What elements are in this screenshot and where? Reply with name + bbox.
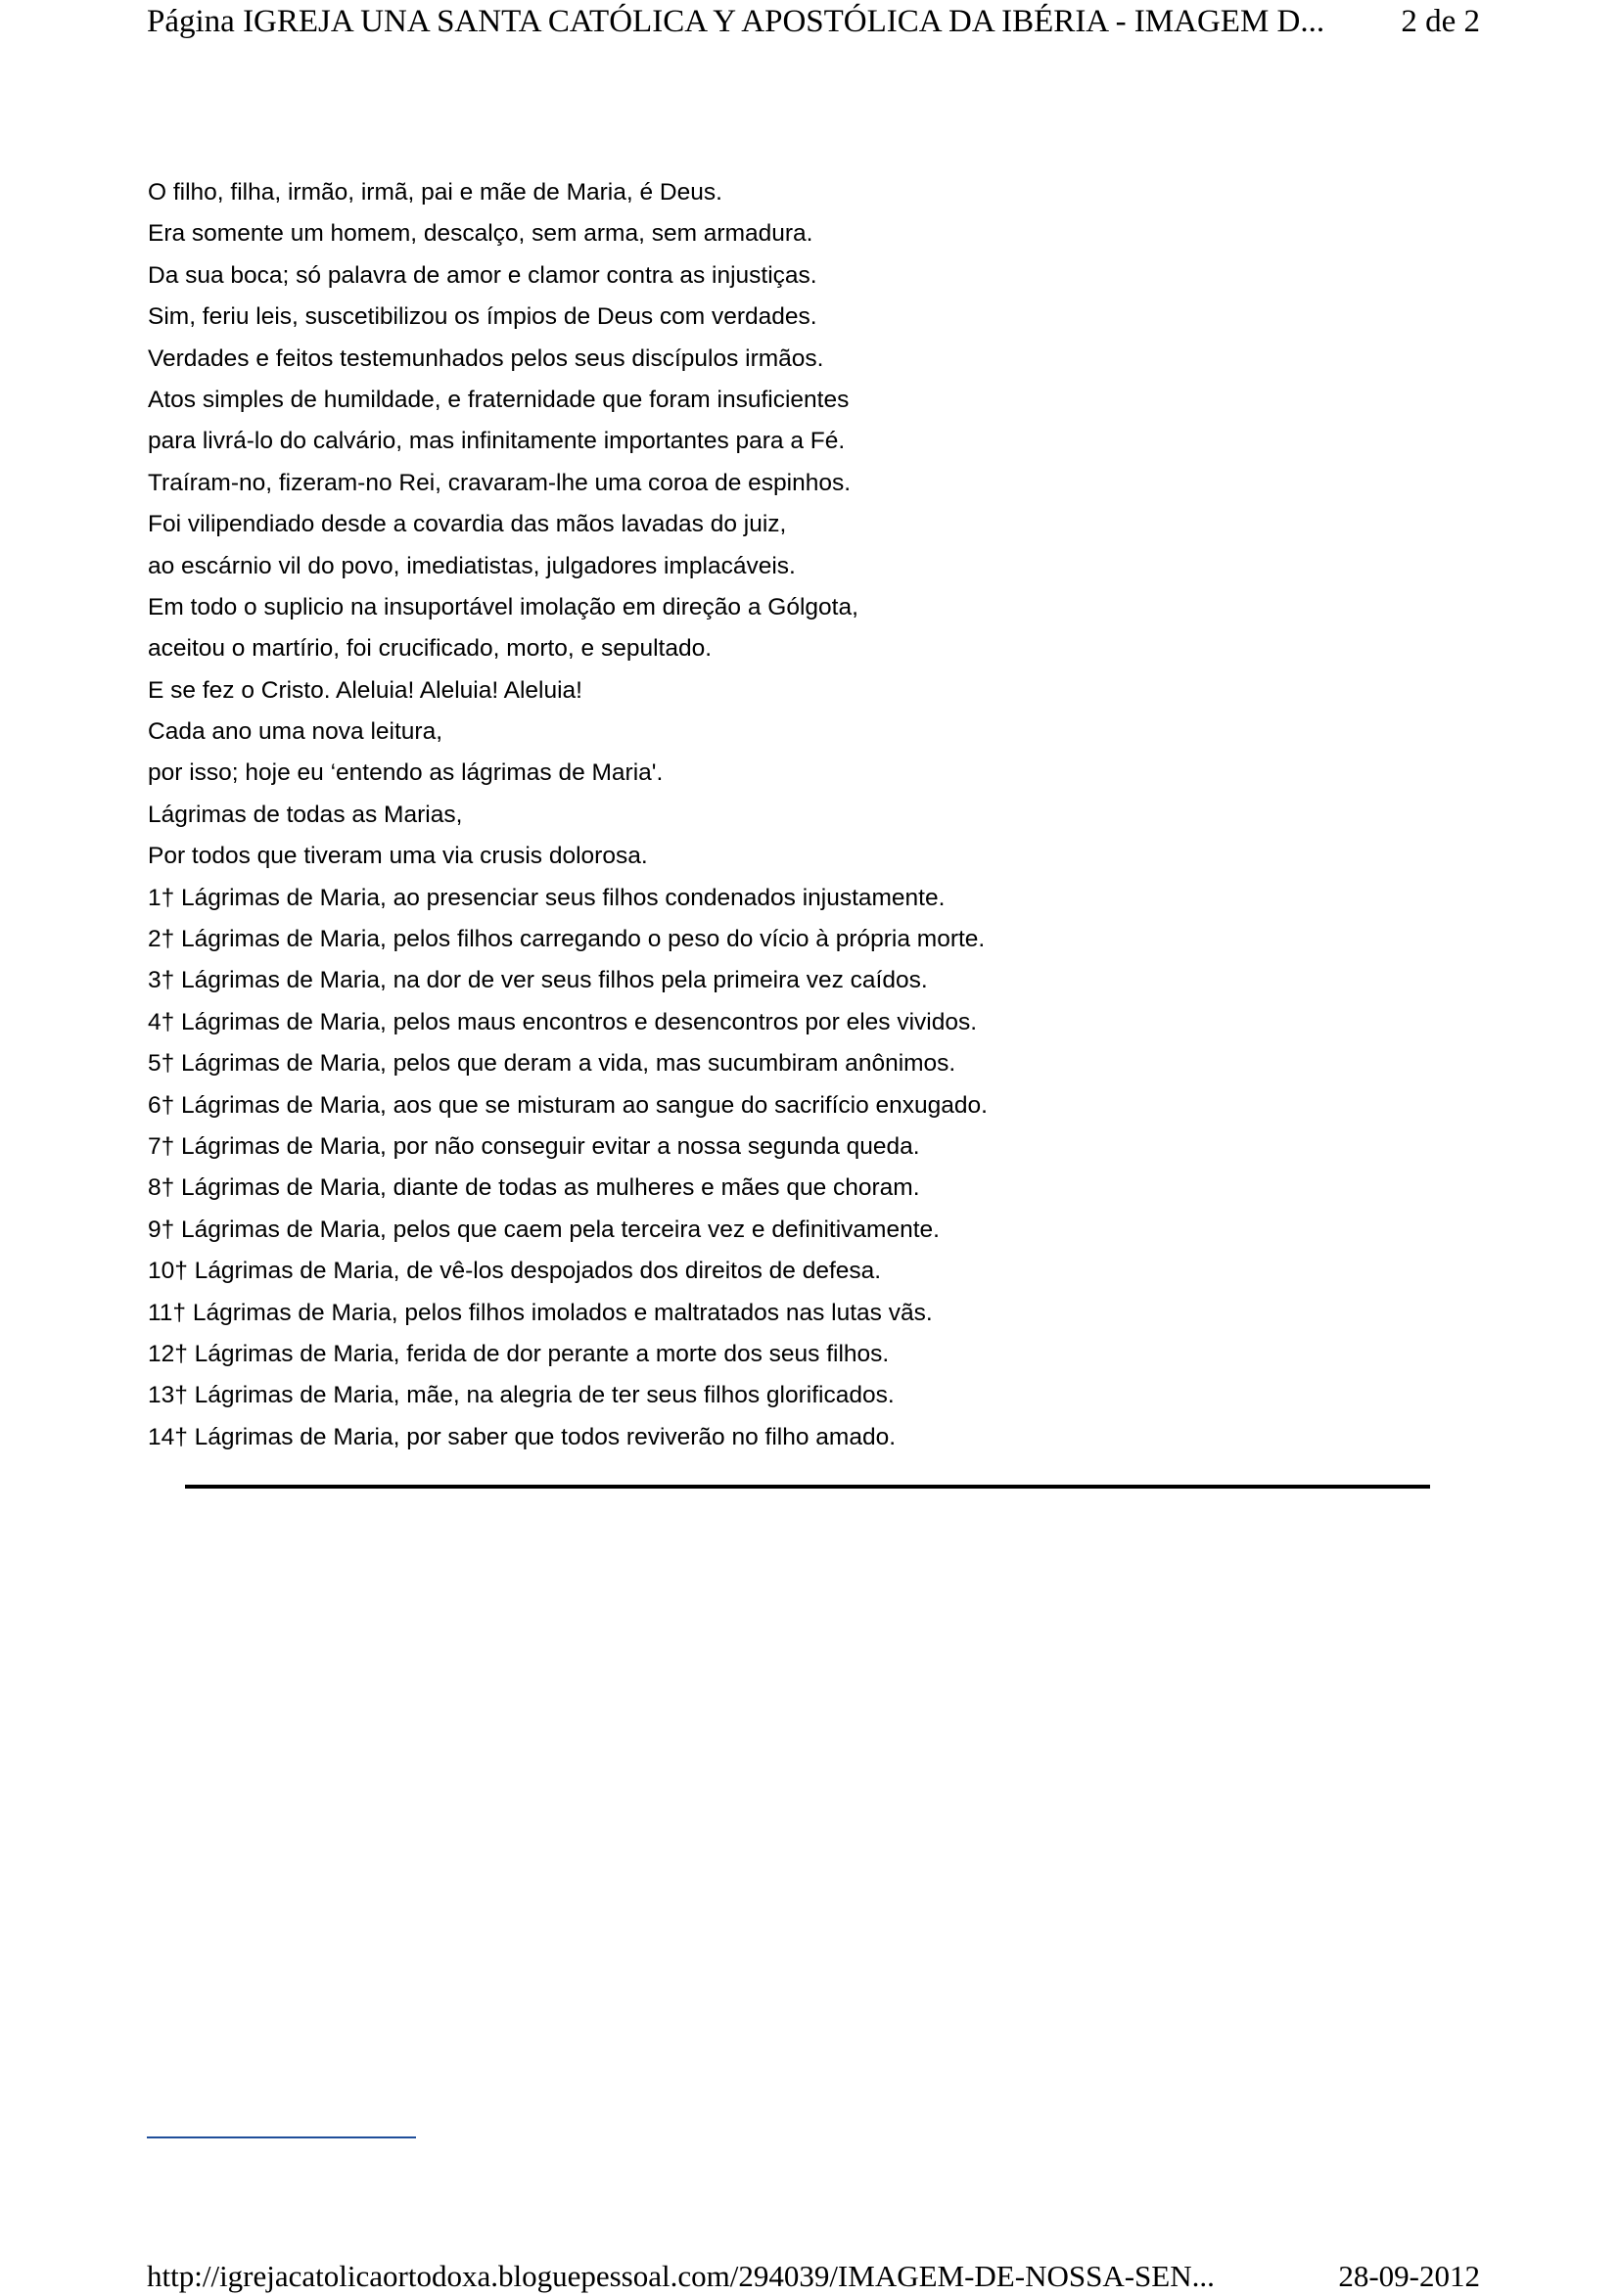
section-divider bbox=[185, 1485, 1430, 1489]
page-number: 2 de 2 bbox=[1401, 4, 1480, 39]
poem-line: E se fez o Cristo. Aleluia! Aleluia! Aleluia! bbox=[148, 676, 582, 704]
station-line: 14† Lágrimas de Maria, por saber que todos reviverão no filho amado. bbox=[148, 1423, 897, 1450]
poem-line: aceitou o martírio, foi crucificado, morto, e sepultado. bbox=[148, 635, 713, 663]
poem-line: Por todos que tiveram uma via crusis dolorosa. bbox=[148, 843, 648, 870]
footnote-separator bbox=[147, 2136, 416, 2138]
station-line: 5† Lágrimas de Maria, pelos que deram a vida, mas sucumbiram anônimos. bbox=[148, 1050, 956, 1078]
poem-line: por isso; hoje eu ‘entendo as lágrimas de Maria'. bbox=[148, 759, 664, 787]
station-line: 4† Lágrimas de Maria, pelos maus encontros e desencontros por eles vividos. bbox=[148, 1008, 978, 1035]
station-line: 13† Lágrimas de Maria, mãe, na alegria de ter seus filhos glorificados. bbox=[148, 1382, 895, 1409]
poem-line: Em todo o suplicio na insuportável imolação em direção a Gólgota, bbox=[148, 593, 858, 620]
station-line: 2† Lágrimas de Maria, pelos filhos carregando o peso do vício à própria morte. bbox=[148, 926, 986, 953]
poem-line: Da sua boca; só palavra de amor e clamor contra as injustiças. bbox=[148, 261, 817, 289]
poem-line: Foi vilipendiado desde a covardia das mãos lavadas do juiz, bbox=[148, 511, 787, 538]
poem-line: Atos simples de humildade, e fraternidade que foram insuficientes bbox=[148, 386, 850, 413]
footer-date: 28-09-2012 bbox=[1338, 2259, 1480, 2293]
station-line: 12† Lágrimas de Maria, ferida de dor perante a morte dos seus filhos. bbox=[148, 1340, 890, 1367]
station-line: 9† Lágrimas de Maria, pelos que caem pela terceira vez e definitivamente. bbox=[148, 1216, 940, 1243]
poem-line: Lágrimas de todas as Marias, bbox=[148, 801, 463, 828]
station-line: 6† Lágrimas de Maria, aos que se misturam ao sangue do sacrifício enxugado. bbox=[148, 1091, 988, 1119]
footer-url: http://igrejacatolicaortodoxa.bloguepessoal.com/294039/IMAGEM-DE-NOSSA-SEN... bbox=[147, 2259, 1215, 2293]
station-line: 8† Lágrimas de Maria, diante de todas as mulheres e mães que choram. bbox=[148, 1174, 920, 1202]
station-line: 10† Lágrimas de Maria, de vê-los despojados dos direitos de defesa. bbox=[148, 1258, 882, 1285]
station-line: 1† Lágrimas de Maria, ao presenciar seus filhos condenados injustamente. bbox=[148, 884, 946, 911]
poem-line: Sim, feriu leis, suscetibilizou os ímpios de Deus com verdades. bbox=[148, 303, 817, 331]
poem-line: O filho, filha, irmão, irmã, pai e mãe de Maria, é Deus. bbox=[148, 179, 722, 206]
station-line: 7† Lágrimas de Maria, por não conseguir evitar a nossa segunda queda. bbox=[148, 1132, 920, 1160]
page-footer bbox=[147, 2257, 1480, 2296]
poem-line: Traíram-no, fizeram-no Rei, cravaram-lhe uma coroa de espinhos. bbox=[148, 469, 852, 496]
station-line: 11† Lágrimas de Maria, pelos filhos imolados e maltratados nas lutas vãs. bbox=[148, 1299, 933, 1326]
poem-line: para livrá-lo do calvário, mas infinitamente importantes para a Fé. bbox=[148, 428, 846, 455]
poem-line: Verdades e feitos testemunhados pelos seus discípulos irmãos. bbox=[148, 344, 824, 372]
poem-body bbox=[148, 172, 1420, 1458]
poem-line: Era somente um homem, descalço, sem arma, sem armadura. bbox=[148, 220, 813, 248]
poem-line: ao escárnio vil do povo, imediatistas, julgadores implacáveis. bbox=[148, 552, 796, 579]
poem-line: Cada ano uma nova leitura, bbox=[148, 718, 442, 746]
page-header bbox=[147, 0, 1480, 43]
header-title: Página IGREJA UNA SANTA CATÓLICA Y APOSTÓLICA DA IBÉRIA - IMAGEM D... bbox=[147, 4, 1325, 39]
station-line: 3† Lágrimas de Maria, na dor de ver seus filhos pela primeira vez caídos. bbox=[148, 967, 928, 994]
